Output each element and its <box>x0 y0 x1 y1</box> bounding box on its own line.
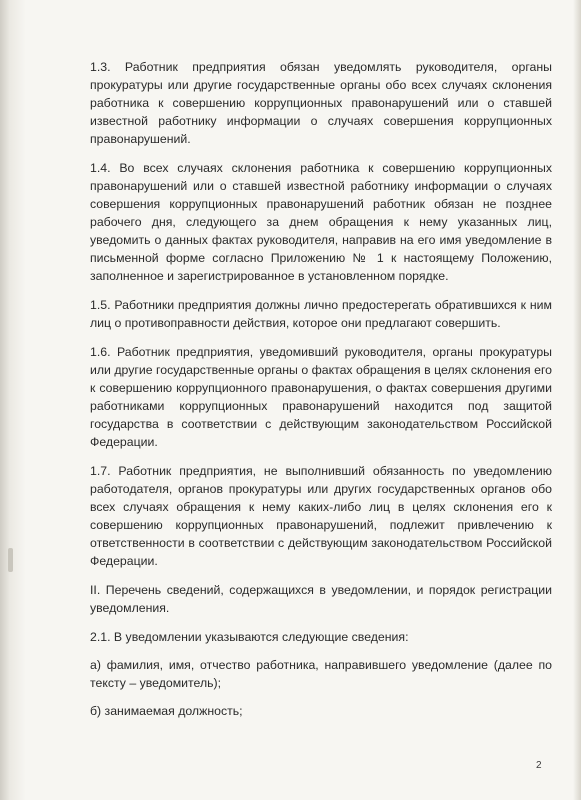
list-item-b: б) занимаемая должность; <box>90 704 243 718</box>
paragraph-2-1: 2.1. В уведомлении указываются следующие сведения: <box>90 630 409 644</box>
page-edge-shadow <box>0 0 26 800</box>
paragraph-1-7: 1.7. Работник предприятия, не выполнивший обязанность по уведомлению работодателя, органов прокуратуры или других государственных органов обо всех случаях обращения к нему каких-либо лиц в целях склонения его к совершению коррупционных правонарушений, подлежит привлечению к ответственности в соответствии с действующим законодательством Российской Федерации. <box>90 464 552 568</box>
document-body <box>90 58 552 730</box>
binding-hole-mark <box>8 548 13 572</box>
paragraph-1-6: 1.6. Работник предприятия, уведомивший руководителя, органы прокуратуры или другие государственные органы о фактах обращения в целях склонения его к совершению коррупционного правонарушения, о фактах совершения другими работниками коррупционных правонарушений находится под защитой государства в соответствии с действующим законодательством Российской Федерации. <box>90 345 552 449</box>
page-number: 2 <box>536 760 542 771</box>
page-right-shadow <box>573 0 581 800</box>
paragraph-1-5: 1.5. Работники предприятия должны лично предостерегать обратившихся к ним лиц о противоправности действия, которое они предлагают совершить. <box>90 298 552 330</box>
paragraph-1-3: 1.3. Работник предприятия обязан уведомлять руководителя, органы прокуратуры или другие государственные органы обо всех случаях склонения работника к совершению коррупционных правонарушений или о ставшей известной работнику информации о случаях совершения коррупционных правонарушений. <box>90 60 552 146</box>
section-heading-2: II. Перечень сведений, содержащихся в уведомлении, и порядок регистрации уведомления. <box>90 583 552 615</box>
paragraph-1-4: 1.4. Во всех случаях склонения работника к совершению коррупционных правонарушений или о ставшей известной работнику информации о случаях совершения коррупционных правонарушений работник обязан не позднее рабочего дня, следующего за днем обращения к нему указанных лиц, уведомить о данных фактах руководителя, направив на его имя уведомление в письменной форме согласно Приложению № 1 к настоящему Положению, заполненное и зарегистрированное в установленном порядке. <box>90 161 552 283</box>
list-item-a: а) фамилия, имя, отчество работника, направившего уведомление (далее по тексту – уведомитель); <box>90 658 552 690</box>
